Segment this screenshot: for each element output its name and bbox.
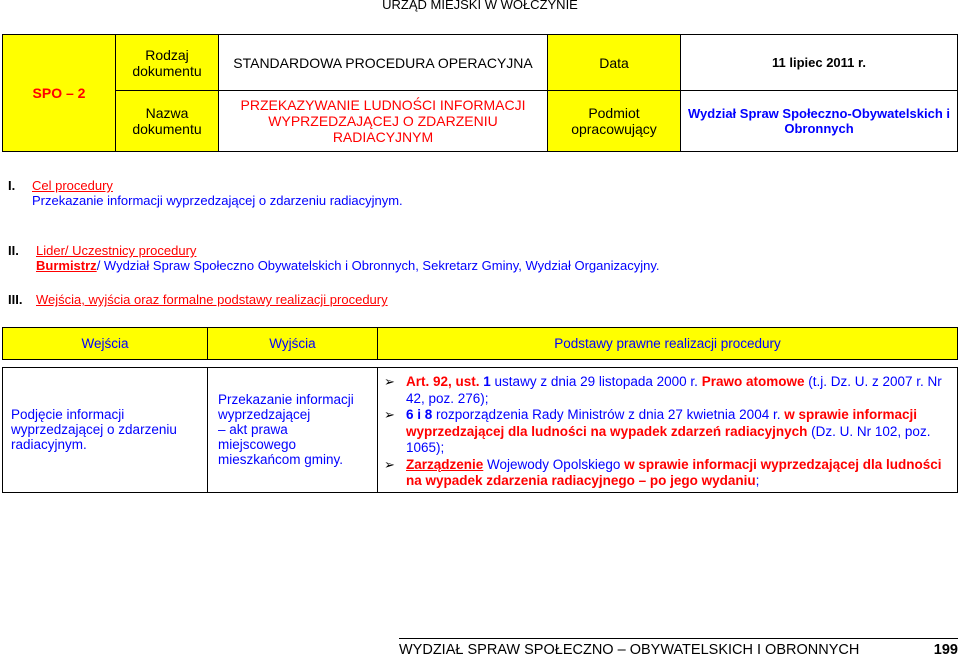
author-label: Podmiot opracowujący — [548, 91, 681, 152]
legal-item — [382, 407, 951, 457]
inputs-cell: Podjęcie informacji wyprzedzającej o zdarzeniu radiacyjnym. — [3, 368, 208, 493]
leader-name: Burmistrz — [36, 258, 97, 273]
section-text: Przekazanie informacji wyprzedzającej o zdarzeniu radiacyjnym. — [32, 193, 403, 208]
section-number: I. — [8, 178, 16, 193]
section-participants — [8, 243, 948, 273]
legal-text: (t.j. Dz. U. z 2007 r. Nr 42, poz. 276); — [406, 374, 942, 406]
date-label: Data — [548, 35, 681, 91]
arrow-bullet-icon: ➢ — [384, 374, 395, 389]
footer-rule — [399, 638, 958, 639]
legal-item — [382, 374, 951, 407]
office-header: URZĄD MIEJSKI W WOŁCZYNIE — [382, 0, 578, 12]
legal-text: Wojewody Opolskiego — [483, 456, 625, 472]
procedure-code: SPO – 2 — [3, 35, 116, 152]
doc-type-value: STANDARDOWA PROCEDURA OPERACYJNA — [219, 35, 548, 91]
outputs-header: Wyjścia — [208, 328, 378, 360]
doc-name-label: Nazwa dokumentu — [116, 91, 219, 152]
legal-basis-header: Podstawy prawne realizacji procedury — [378, 328, 958, 360]
section-title: Lider/ Uczestnicy procedury — [36, 243, 197, 258]
legal-text: ustawy z dnia 29 listopada 2000 r. — [490, 374, 702, 389]
doc-type-label: Rodzaj dokumentu — [116, 35, 219, 91]
section-number: II. — [8, 243, 19, 258]
outputs-cell — [208, 368, 378, 493]
legal-text: (Dz. U. Nr 102, poz. 1065); — [406, 423, 931, 455]
procedure-header-table — [2, 34, 958, 152]
page-footer — [0, 641, 960, 661]
legal-ref: Zarządzenie — [406, 456, 484, 472]
outputs-line: Przekazanie informacji wyprzedzającej — [218, 392, 354, 423]
arrow-bullet-icon: ➢ — [384, 456, 395, 472]
footer-title: WYDZIAŁ SPRAW SPOŁECZNO – OBYWATELSKICH I OBRONNYCH — [399, 642, 860, 658]
legal-text: rozporządzenia Rady Ministrów z dnia 27 kwietnia 2004 r. — [432, 407, 785, 422]
legal-item — [382, 457, 951, 490]
section-purpose — [8, 178, 948, 208]
inputs-outputs-table — [2, 327, 958, 493]
inputs-header: Wejścia — [3, 328, 208, 360]
section-title: Wejścia, wyjścia oraz formalne podstawy realizacji procedury — [36, 292, 388, 307]
arrow-bullet-icon: ➢ — [384, 407, 395, 422]
legal-ref: Art. 92, ust. — [406, 374, 480, 389]
legal-act-name: Prawo atomowe — [701, 374, 805, 389]
section-title: Cel procedury — [32, 178, 113, 193]
date-value: 11 lipiec 2011 r. — [681, 35, 958, 91]
legal-ref: 6 i 8 — [406, 407, 433, 422]
section-number: III. — [8, 292, 23, 307]
legal-basis-cell — [378, 368, 958, 493]
legal-ref: 1 — [479, 374, 491, 389]
legal-text: ; — [755, 473, 760, 488]
author-value: Wydział Spraw Społeczno-Obywatelskich i Obronnych — [681, 91, 958, 152]
legal-act-name: w sprawie informacji wyprzedzającej dla ludności na wypadek zdarzeń radiacyjnych — [406, 407, 918, 439]
page-number: 199 — [933, 642, 958, 658]
participants-text: / Wydział Spraw Społeczno Obywatelskich i Obronnych, Sekretarz Gminy, Wydział Organizacyjny. — [96, 258, 660, 273]
section-io-heading — [8, 292, 948, 307]
outputs-line: – akt prawa miejscowego mieszkańcom gminy. — [218, 422, 344, 468]
doc-name-value: PRZEKAZYWANIE LUDNOŚCI INFORMACJI WYPRZEDZAJĄCEJ O ZDARZENIU RADIACYJNYM — [219, 91, 548, 152]
legal-act-name: w sprawie informacji wyprzedzającej dla ludności na wypadek zdarzenia radiacyjnego – po jego wydaniu — [406, 456, 942, 488]
